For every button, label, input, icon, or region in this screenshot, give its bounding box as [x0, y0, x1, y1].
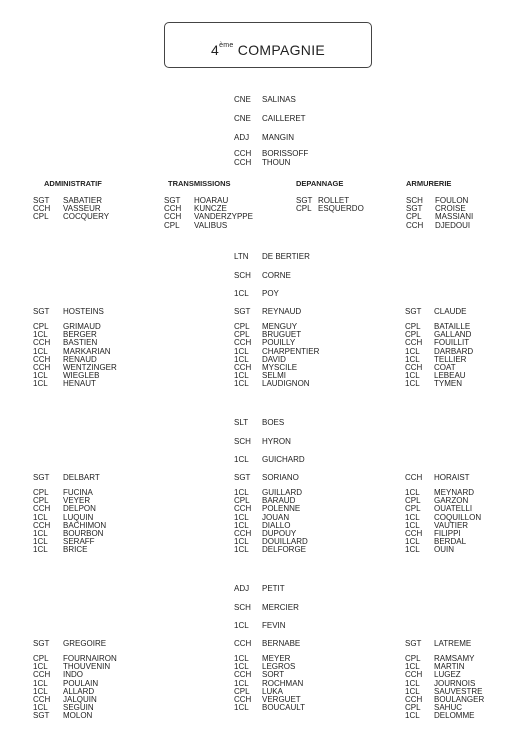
grade: 1CL: [33, 529, 48, 538]
grade: 1CL: [405, 662, 420, 672]
grade: 1CL: [33, 371, 48, 381]
grade: CCH: [33, 204, 51, 214]
grade: SGT: [405, 307, 422, 316]
name: BERDAL: [434, 537, 467, 547]
grade: CCH: [33, 695, 51, 704]
name: THOUVENIN: [63, 662, 111, 672]
grade: CPL: [405, 504, 421, 514]
name: VAUTIER: [434, 520, 469, 530]
roster-entry: [405, 307, 467, 316]
grade: 1CL: [405, 371, 420, 381]
grade: CCH: [405, 695, 423, 704]
name: DARBARD: [434, 346, 474, 356]
grade: CNE: [234, 114, 251, 123]
name: WENTZINGER: [63, 363, 117, 372]
roster-entry: [234, 639, 301, 648]
page-title: [211, 42, 325, 58]
name: SELMI: [262, 371, 287, 381]
name: VEYER: [63, 496, 91, 506]
grade: 1CL: [234, 678, 249, 688]
grade: CPL: [405, 654, 421, 663]
grade: 1CL: [405, 379, 420, 389]
grade: CPL: [33, 212, 49, 222]
roster-entry: [33, 379, 96, 389]
name: DJEDOUI: [435, 220, 471, 230]
name: REYNAUD: [262, 307, 302, 316]
name: POY: [262, 289, 279, 298]
name: ESQUERDO: [318, 204, 364, 214]
grade: CPL: [234, 686, 250, 696]
name: DUPOUY: [262, 529, 297, 538]
name: WIEGLEB: [63, 371, 100, 381]
roster-entry: [234, 133, 294, 142]
name: BERNABE: [262, 639, 301, 648]
grade: CCH: [234, 158, 252, 167]
grade: 1CL: [234, 520, 249, 530]
name: JALQUIN: [63, 695, 97, 704]
roster-entry: [234, 252, 310, 261]
name: SORT: [262, 670, 285, 680]
grade: 1CL: [33, 703, 48, 713]
grade: 1CL: [234, 654, 249, 663]
name: OUATELLI: [434, 504, 473, 514]
name: DAVID: [262, 354, 286, 364]
roster-entry: [234, 158, 291, 167]
grade: CCH: [234, 363, 252, 372]
name: LAUDIGNON: [262, 379, 310, 389]
roster-entry: [234, 545, 307, 555]
name: FOULON: [435, 196, 469, 205]
grade: CPL: [234, 330, 250, 340]
grade: SGT: [406, 204, 423, 214]
name: JOUAN: [262, 512, 290, 522]
roster-entry: [234, 149, 309, 158]
grade: CCH: [234, 149, 252, 158]
name: DELBART: [63, 473, 100, 482]
grade: SGT: [33, 639, 50, 648]
name: SAUVESTRE: [434, 686, 483, 696]
grade: CPL: [405, 330, 421, 340]
roster-entry: [296, 204, 364, 214]
name: CORNE: [262, 270, 291, 280]
name: BOES: [262, 418, 285, 427]
grade: 1CL: [33, 545, 48, 555]
section-title: TRANSMISSIONS: [168, 179, 231, 188]
title-superscript: ème: [219, 42, 234, 49]
grade: CPL: [405, 703, 421, 713]
name: BATAILLE: [434, 322, 471, 331]
name: SERAFF: [63, 537, 95, 547]
roster-entry: [33, 545, 88, 555]
grade: SLT: [234, 418, 249, 427]
roster-entry: [234, 621, 286, 630]
roster-entry: [234, 455, 305, 464]
grade: 1CL: [405, 711, 420, 721]
grade: SGT: [33, 711, 50, 721]
name: HENAUT: [63, 379, 96, 389]
name: FOUILLIT: [434, 338, 470, 348]
name: DE BERTIER: [262, 252, 310, 261]
name: OUIN: [434, 545, 454, 555]
roster-entry: [33, 212, 110, 222]
name: SEGUIN: [63, 703, 94, 713]
grade: CCH: [405, 670, 423, 680]
grade: CCH: [406, 220, 424, 230]
grade: 1CL: [405, 346, 420, 356]
name: RENAUD: [63, 354, 97, 364]
roster-entry: [234, 289, 279, 298]
grade: CPL: [406, 212, 422, 222]
name: GUILLARD: [262, 488, 303, 497]
roster-entry: [33, 307, 104, 316]
name: ROLLET: [318, 196, 350, 205]
grade: SGT: [33, 473, 50, 482]
grade: CCH: [33, 520, 51, 530]
name: DIALLO: [262, 520, 291, 530]
name: BOUCAULT: [262, 703, 305, 713]
name: DOUILLARD: [262, 537, 308, 547]
grade: CCH: [33, 670, 51, 680]
roster-entry: [33, 639, 107, 648]
name: BOULANGER: [434, 695, 485, 704]
grade: CPL: [164, 220, 180, 230]
grade: CCH: [234, 670, 252, 680]
grade: 1CL: [234, 537, 249, 547]
grade: 1CL: [234, 703, 249, 713]
grade: 1CL: [405, 512, 420, 522]
roster-entry: [406, 220, 471, 230]
grade: 1CL: [234, 455, 249, 464]
name: ALLARD: [63, 686, 95, 696]
name: ROCHMAN: [262, 678, 304, 688]
grade: CCH: [33, 363, 51, 372]
name: INDO: [63, 670, 83, 680]
name: LATREME: [434, 639, 472, 648]
name: FUCINA: [63, 488, 93, 497]
grade: CCH: [234, 695, 252, 704]
grade: CCH: [164, 204, 182, 214]
grade: CPL: [296, 204, 312, 214]
name: CROISE: [435, 204, 466, 214]
roster-entry: [234, 602, 299, 612]
name: SALINAS: [262, 95, 296, 104]
grade: 1CL: [33, 678, 48, 688]
grade: CPL: [33, 322, 49, 331]
grade: 1CL: [234, 354, 249, 364]
grade: CPL: [234, 322, 250, 331]
name: GARZON: [434, 496, 469, 506]
grade: 1CL: [405, 537, 420, 547]
grade: CCH: [33, 504, 51, 514]
name: DELPON: [63, 504, 96, 514]
grade: ADJ: [234, 133, 250, 142]
grade: 1CL: [405, 354, 420, 364]
grade: 1CL: [33, 537, 48, 547]
name: FOURNAIRON: [63, 654, 117, 663]
grade: CPL: [33, 654, 49, 663]
roster-entry: [33, 473, 100, 482]
name: BACHIMON: [63, 520, 107, 530]
grade: 1CL: [234, 371, 249, 381]
grade: SCH: [234, 270, 251, 280]
grade: 1CL: [405, 678, 420, 688]
grade: 1CL: [33, 379, 48, 389]
grade: 1CL: [33, 346, 48, 356]
name: SORIANO: [262, 473, 299, 482]
name: LUQUIN: [63, 512, 94, 522]
roster-entry: [405, 473, 470, 482]
grade: CCH: [405, 529, 423, 538]
name: TELLIER: [434, 354, 467, 364]
grade: 1CL: [405, 520, 420, 530]
grade: LTN: [234, 252, 249, 261]
name: GALLAND: [434, 330, 472, 340]
grade: CCH: [33, 338, 51, 348]
roster-entry: [234, 307, 302, 316]
grade: 1CL: [33, 330, 48, 340]
name: THOUN: [262, 158, 291, 167]
name: JOURNOIS: [434, 678, 476, 688]
name: BRICE: [63, 545, 88, 555]
grade: 1CL: [234, 379, 249, 389]
name: FEVIN: [262, 621, 286, 630]
name: MANGIN: [262, 133, 294, 142]
name: MENGUY: [262, 322, 298, 331]
grade: SGT: [33, 307, 50, 316]
grade: 1CL: [405, 488, 420, 497]
grade: SGT: [234, 473, 251, 482]
name: MEYNARD: [434, 488, 475, 497]
name: BRUGUET: [262, 330, 302, 340]
grade: CCH: [405, 363, 423, 372]
section-title: DEPANNAGE: [296, 179, 344, 188]
name: MASSIANI: [435, 212, 474, 222]
name: COCQUERY: [63, 212, 110, 222]
name: MARTIN: [434, 662, 465, 672]
title-word: COMPAGNIE: [237, 42, 326, 58]
grade: CNE: [234, 95, 251, 104]
name: VALIBUS: [194, 220, 228, 230]
grade: 1CL: [234, 346, 249, 356]
name: DELOMME: [434, 711, 475, 721]
name: MOLON: [63, 711, 93, 721]
roster-entry: [234, 473, 299, 482]
name: LEBEAU: [434, 371, 466, 381]
name: POUILLY: [262, 338, 296, 348]
name: HOARAU: [194, 196, 229, 205]
grade: 1CL: [33, 512, 48, 522]
roster-entry: [33, 711, 93, 721]
grade: 1CL: [33, 662, 48, 672]
grade: SGT: [33, 196, 50, 205]
name: CLAUDE: [434, 307, 467, 316]
grade: ADJ: [234, 584, 250, 593]
name: MEYER: [262, 654, 291, 663]
grade: SGT: [164, 196, 181, 205]
grade: CCH: [164, 212, 182, 222]
name: POLENNE: [262, 504, 301, 514]
name: BOURBON: [63, 529, 104, 538]
grade: CCH: [234, 504, 252, 514]
roster-entry: [234, 703, 305, 713]
roster-entry: [164, 220, 228, 230]
name: LUKA: [262, 686, 283, 696]
grade: 1CL: [234, 512, 249, 522]
name: SABATIER: [63, 196, 102, 205]
grade: SGT: [296, 196, 313, 205]
name: VASSEUR: [63, 204, 101, 214]
grade: SCH: [406, 196, 423, 205]
name: HYRON: [262, 436, 291, 446]
grade: CCH: [33, 354, 51, 364]
name: VERGUET: [262, 695, 301, 704]
grade: 1CL: [234, 488, 249, 497]
name: CHARPENTIER: [262, 346, 320, 356]
name: CAILLERET: [262, 114, 306, 123]
grade: CPL: [405, 496, 421, 506]
section-title: ARMURERIE: [406, 179, 452, 188]
name: SAHUC: [434, 703, 463, 713]
name: LEGROS: [262, 662, 296, 672]
grade: 1CL: [234, 621, 249, 630]
roster-entry: [234, 379, 310, 389]
name: GRIMAUD: [63, 322, 101, 331]
grade: SCH: [234, 436, 251, 446]
roster-entry: [234, 584, 285, 593]
grade: 1CL: [234, 662, 249, 672]
roster-entry: [234, 114, 306, 123]
grade: CCH: [234, 639, 252, 648]
roster-entry: [234, 95, 296, 104]
grade: CCH: [234, 529, 252, 538]
grade: CPL: [405, 322, 421, 331]
title-box: [164, 22, 372, 68]
name: RAMSAMY: [434, 654, 475, 663]
grade: CPL: [33, 488, 49, 497]
grade: SGT: [234, 307, 251, 316]
title-number: 4: [210, 42, 220, 58]
name: DELFORGE: [262, 545, 307, 555]
name: BARAUD: [262, 496, 296, 506]
grade: CCH: [234, 338, 252, 348]
name: LUGEZ: [434, 670, 461, 680]
grade: SGT: [405, 639, 422, 648]
name: HOSTEINS: [63, 307, 104, 316]
roster-entry: [405, 711, 475, 721]
grade: 1CL: [405, 686, 420, 696]
name: COQUILLON: [434, 512, 482, 522]
roster-entry: [234, 418, 285, 427]
name: BORISSOFF: [262, 149, 309, 158]
name: BASTIEN: [63, 338, 98, 348]
name: COAT: [434, 363, 456, 372]
grade: CCH: [405, 338, 423, 348]
name: KUNCZE: [194, 204, 227, 214]
name: MYSCILE: [262, 363, 298, 372]
name: MARKARIAN: [63, 346, 111, 356]
grade: CCH: [405, 473, 423, 482]
name: HORAIST: [434, 473, 470, 482]
name: FILIPPI: [434, 529, 461, 538]
name: MERCIER: [262, 602, 299, 612]
roster-entry: [234, 270, 291, 280]
grade: CPL: [33, 496, 49, 506]
roster-entry: [405, 379, 462, 389]
name: GUICHARD: [262, 455, 305, 464]
roster-entry: [234, 436, 291, 446]
grade: 1CL: [234, 545, 249, 555]
name: BERGER: [63, 330, 97, 340]
name: GREGOIRE: [63, 639, 107, 648]
name: TYMEN: [434, 379, 462, 389]
grade: CPL: [234, 496, 250, 506]
grade: 1CL: [234, 289, 249, 298]
grade: SCH: [234, 602, 251, 612]
grade: 1CL: [405, 545, 420, 555]
roster-entry: [405, 639, 472, 648]
name: VANDERZYPPE: [194, 212, 253, 222]
section-title: ADMINISTRATIF: [44, 179, 102, 188]
name: PETIT: [262, 584, 285, 593]
name: POULAIN: [63, 678, 99, 688]
grade: 1CL: [33, 686, 48, 696]
roster-entry: [405, 545, 454, 555]
